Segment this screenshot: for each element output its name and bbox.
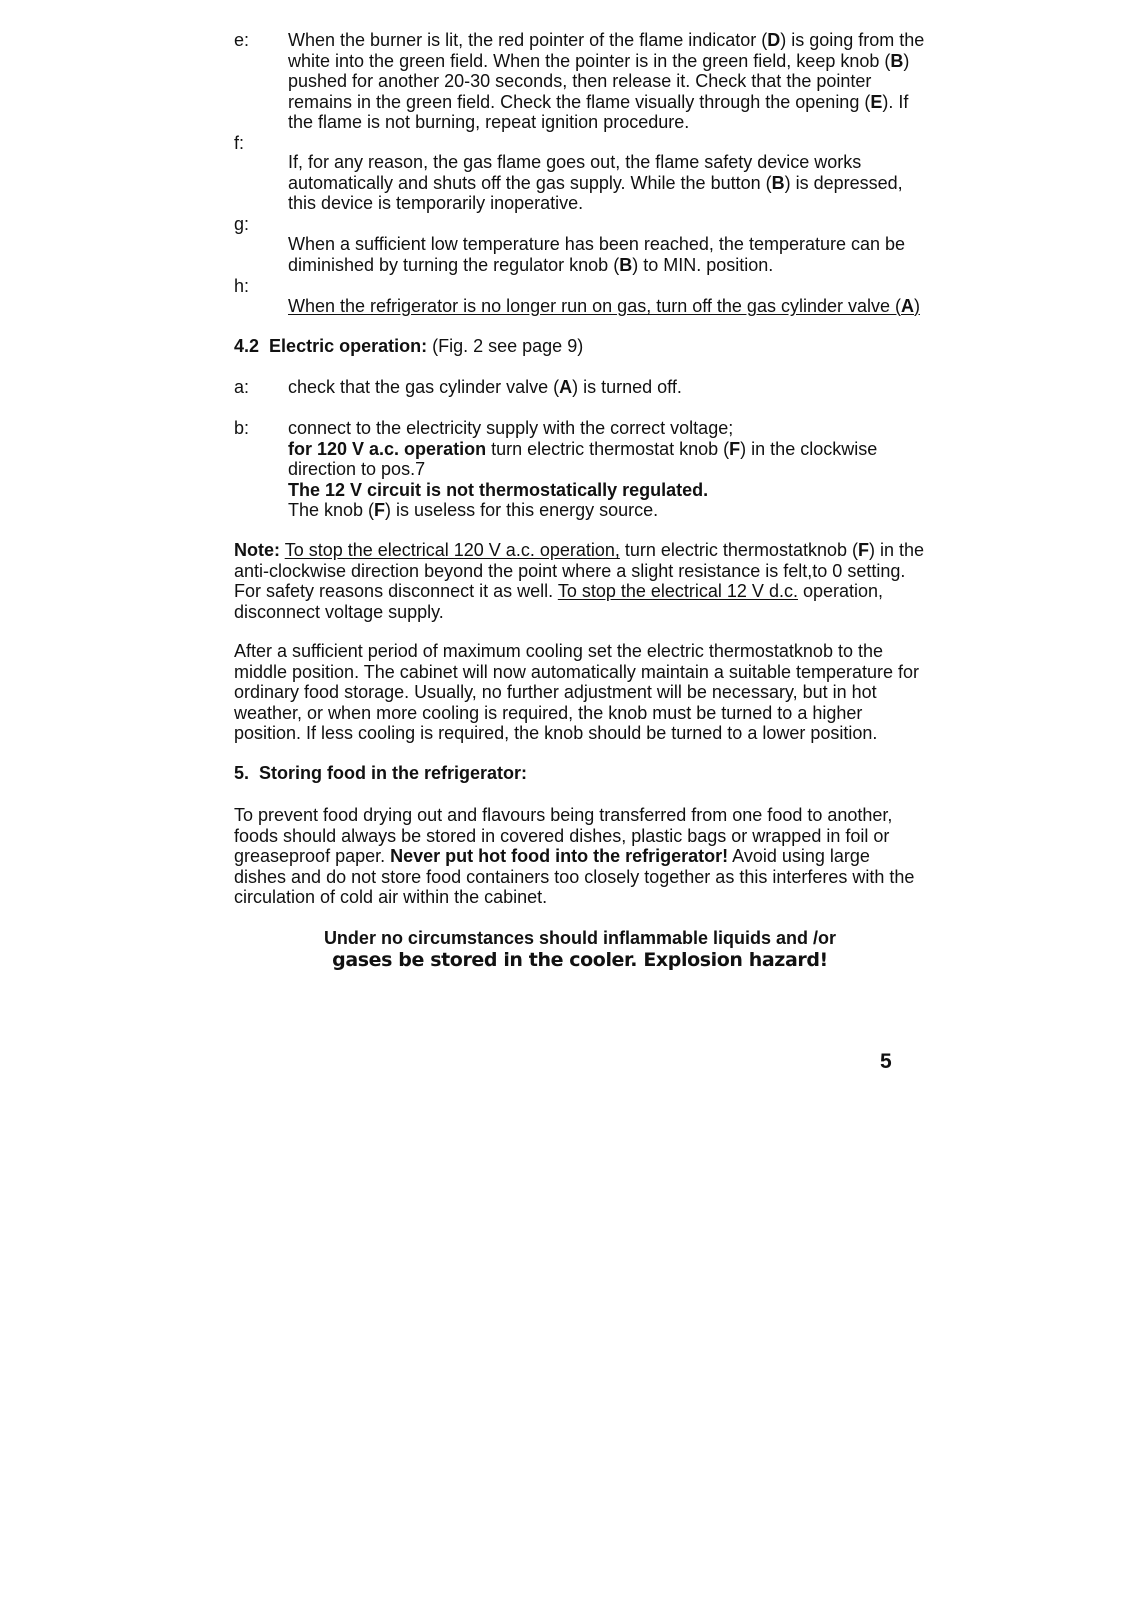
section-heading-5: 5. Storing food in the refrigerator: xyxy=(234,763,528,783)
section-heading-4-2: 4.2 Electric operation: (Fig. 2 see page 9) xyxy=(234,336,584,356)
item-text-g: When a sufficient low temperature has been reached, the temperature can be diminished by turning the regulator knob (B) to MIN. position. xyxy=(288,234,906,275)
item-label-a: a: xyxy=(234,377,250,397)
item-text-e: When the burner is lit, the red pointer of the flame indicator (D) is going from the white into the green field. When the pointer is in the green field, keep knob (B) pushed for another 20-30 seconds, then release it. Check that the pointer remains in the green field. Check the flame visually through the opening (E). If the flame is not burning, repeat ignition procedure. xyxy=(288,30,925,132)
page-number: 5 xyxy=(880,1050,892,1073)
warning-line-1: Under no circumstances should inflammable liquids and /or xyxy=(323,928,837,948)
item-text-h: When the refrigerator is no longer run on gas, turn off the gas cylinder valve (A) xyxy=(288,296,920,316)
item-label-f: f: xyxy=(234,133,245,153)
item-label-g: g: xyxy=(234,214,250,234)
note-paragraph: Note: To stop the electrical 120 V a.c. operation, turn electric thermostatknob (F) in the anti-clockwise direction beyond the point where a slight resistance is felt,to 0 setting. For safety reasons disconnect it as well. To stop the electrical 12 V d.c. operation, disconnect voltage supply. xyxy=(234,540,925,622)
item-label-e: e: xyxy=(234,30,250,50)
storing-paragraph: To prevent food drying out and flavours being transferred from one food to another, foods should always be stored in covered dishes, plastic bags or wrapped in foil or greaseproof paper. Never put hot food into the refrigerator! Avoid using large dishes and do not store food containers too closely together as this interferes with the circulation of cold air within the cabinet. xyxy=(234,805,915,907)
item-text-b: connect to the electricity supply with the correct voltage; for 120 V a.c. operation turn electric thermostat knob (F) in the clockwise direction to pos.7 The 12 V circuit is not thermostatically regulated. The knob (F) is useless for this energy source. xyxy=(288,418,878,520)
item-text-f: If, for any reason, the gas flame goes out, the flame safety device works automatically and shuts off the gas supply. While the button (B) is depressed, this device is temporarily inoperative. xyxy=(288,152,903,213)
cooling-paragraph: After a sufficient period of maximum cooling set the electric thermostatknob to the middle position. The cabinet will now automatically maintain a suitable temperature for ordinary food storage. Usually, no further adjustment will be necessary, but in hot weather, or when more cooling is required, the knob must be turned to a higher position. If less cooling is required, the knob should be turned to a lower position. xyxy=(234,641,920,743)
warning-line-2: gases be stored in the cooler. Explosion hazard! xyxy=(332,949,828,971)
item-label-h: h: xyxy=(234,276,250,296)
item-text-a: check that the gas cylinder valve (A) is turned off. xyxy=(288,377,682,397)
item-label-b: b: xyxy=(234,418,250,438)
